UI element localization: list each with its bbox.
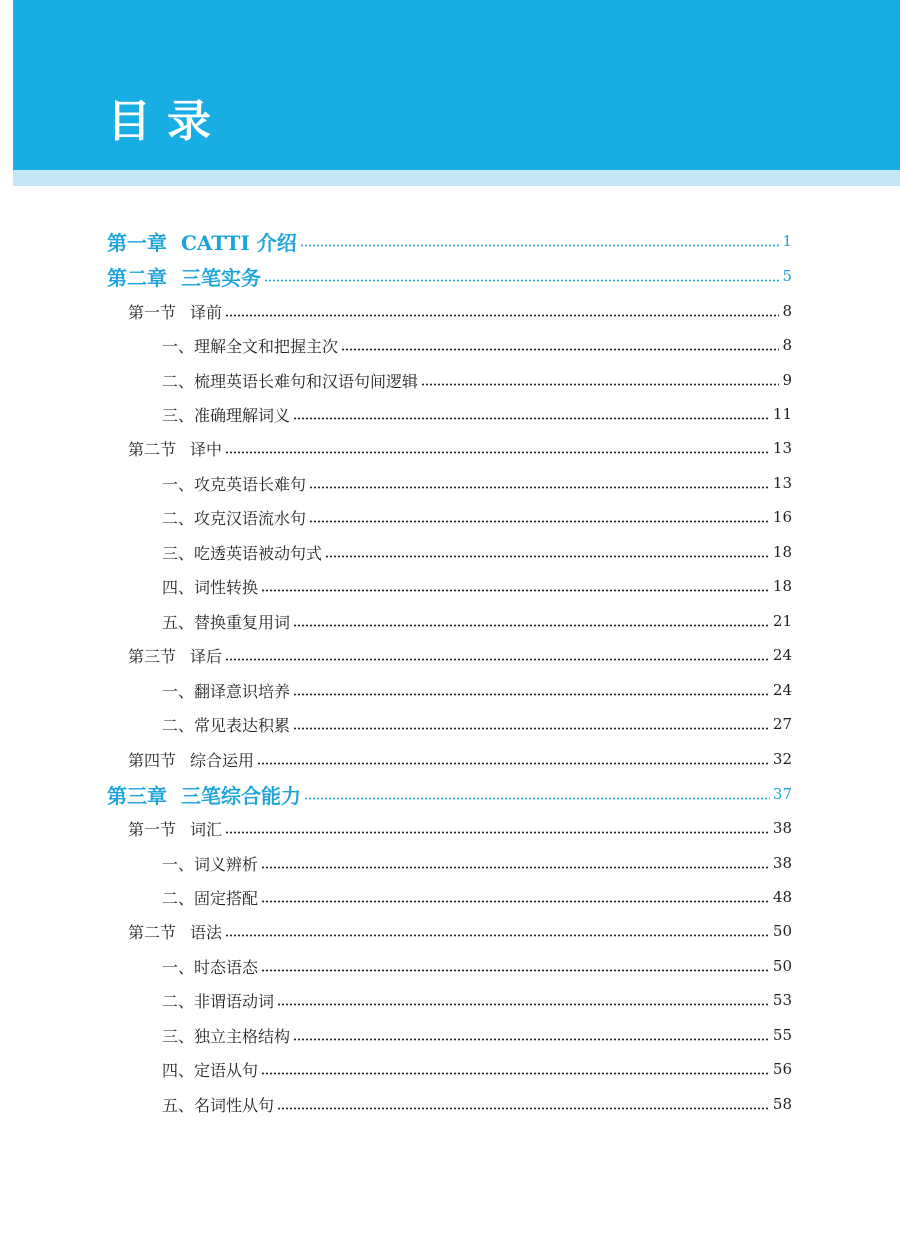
- dot-leader: [293, 727, 770, 730]
- toc-entry-label: [162, 886, 258, 909]
- toc-entry-title: 译中: [190, 439, 223, 459]
- toc-entry-page-number: 5: [782, 267, 792, 285]
- toc-entry-item[interactable]: [162, 709, 792, 739]
- toc-entry-page-number: 37: [772, 785, 792, 803]
- toc-entry-title: 三、独立主格结构: [162, 1026, 291, 1046]
- dot-leader: [293, 624, 770, 627]
- toc-entry-page-number: 50: [772, 957, 792, 975]
- toc-entry-item[interactable]: [162, 985, 792, 1015]
- toc-entry-title: 一、时态语态: [162, 957, 259, 977]
- toc-entry-section[interactable]: [128, 744, 792, 774]
- toc-entry-label: [128, 437, 222, 460]
- dot-leader: [325, 555, 770, 558]
- dot-leader: [225, 658, 770, 661]
- dot-leader: [261, 969, 770, 972]
- toc-entry-title: 二、固定搭配: [162, 888, 259, 908]
- toc-entry-number: 第一节: [128, 819, 177, 839]
- toc-entry-number: 第一节: [128, 302, 177, 322]
- toc-entry-title: 三笔实务: [181, 265, 261, 290]
- toc-entry-page-number: 18: [772, 543, 792, 561]
- toc-entry-item[interactable]: [162, 1089, 792, 1119]
- toc-entry-page-number: 56: [772, 1060, 792, 1078]
- toc-entry-chapter[interactable]: [107, 226, 792, 256]
- toc-entry-number: 第三章: [107, 783, 167, 808]
- dot-leader: [261, 866, 770, 869]
- toc-entry-title: 一、攻克英语长难句: [162, 474, 307, 494]
- toc-entry-page-number: 53: [772, 991, 792, 1009]
- toc-entry-page-number: 38: [772, 854, 792, 872]
- toc-entry-label: [162, 506, 306, 529]
- toc-entry-section[interactable]: [128, 640, 792, 670]
- toc-entry-page-number: 11: [772, 405, 792, 423]
- toc-entry-label: [162, 955, 258, 978]
- toc-entry-page-number: 18: [772, 577, 792, 595]
- toc-entry-chapter[interactable]: [107, 779, 792, 809]
- toc-entry-page-number: 9: [782, 371, 792, 389]
- toc-entry-label: [128, 817, 222, 840]
- toc-entry-page-number: 55: [772, 1026, 792, 1044]
- toc-entry-number: 第二节: [128, 439, 177, 459]
- dot-leader: [309, 486, 770, 489]
- toc-entry-section[interactable]: [128, 296, 792, 326]
- toc-entry-title: 一、词义辨析: [162, 854, 259, 874]
- toc-entry-title: 语法: [190, 922, 223, 942]
- toc-entry-title: 五、名词性从句: [162, 1095, 275, 1115]
- toc-entry-section[interactable]: [128, 433, 792, 463]
- toc-entry-item[interactable]: [162, 1054, 792, 1084]
- toc-entry-item[interactable]: [162, 537, 792, 567]
- toc-entry-page-number: 13: [772, 439, 792, 457]
- dot-leader: [225, 314, 779, 317]
- toc-entry-label: [128, 748, 254, 771]
- toc-entry-label: [107, 262, 261, 291]
- toc-entry-title: 二、梳理英语长难句和汉语句间逻辑: [162, 371, 419, 391]
- toc-entry-page-number: 32: [772, 750, 792, 768]
- toc-entry-label: [162, 713, 290, 736]
- toc-entry-chapter[interactable]: [107, 261, 792, 291]
- toc-entry-item[interactable]: [162, 330, 792, 360]
- toc-entry-page-number: 21: [772, 612, 792, 630]
- toc-entry-number: 第二章: [107, 265, 167, 290]
- dot-leader: [293, 417, 770, 420]
- toc-entry-item[interactable]: [162, 502, 792, 532]
- toc-entry-title: 二、非谓语动词: [162, 991, 275, 1011]
- toc-entry-page-number: 13: [772, 474, 792, 492]
- toc-entry-label: [162, 679, 290, 702]
- toc-entry-title: 综合运用: [190, 750, 255, 770]
- toc-entry-item[interactable]: [162, 951, 792, 981]
- toc-entry-page-number: 1: [782, 232, 792, 250]
- toc-entry-number: 第四节: [128, 750, 177, 770]
- toc-entry-label: [162, 575, 258, 598]
- dot-leader: [277, 1003, 770, 1006]
- dot-leader: [421, 383, 779, 386]
- toc-entry-page-number: 8: [782, 302, 792, 320]
- toc-entry-title: 词汇: [190, 819, 223, 839]
- dot-leader: [257, 762, 770, 765]
- dot-leader: [225, 934, 770, 937]
- toc-entry-title: 二、常见表达积累: [162, 715, 291, 735]
- toc-entry-page-number: 24: [772, 646, 792, 664]
- toc-entry-title: 三、吃透英语被动句式: [162, 543, 323, 563]
- toc-entry-label: [128, 644, 222, 667]
- dot-leader: [261, 1072, 770, 1075]
- toc-entry-title: 三笔综合能力: [181, 783, 301, 808]
- toc-entry-label: [162, 852, 258, 875]
- toc-entry-item[interactable]: [162, 399, 792, 429]
- toc-entry-label: [162, 334, 338, 357]
- toc-entry-page-number: 58: [772, 1095, 792, 1113]
- toc-entry-page-number: 48: [772, 888, 792, 906]
- toc-entry-label: [128, 300, 222, 323]
- toc-entry-label: [128, 920, 222, 943]
- toc-entry-label: [162, 1093, 274, 1116]
- toc-entry-title: CATTI 介绍: [181, 230, 297, 255]
- toc-entry-label: [107, 227, 297, 256]
- toc-entry-item[interactable]: [162, 365, 792, 395]
- toc-entry-item[interactable]: [162, 571, 792, 601]
- dot-leader: [293, 693, 770, 696]
- toc-entry-label: [162, 541, 322, 564]
- toc-entry-number: 第三节: [128, 646, 177, 666]
- toc-entry-title: 译前: [190, 302, 223, 322]
- dot-leader: [225, 451, 770, 454]
- toc-entry-title: 四、词性转换: [162, 577, 259, 597]
- toc-entry-page-number: 24: [772, 681, 792, 699]
- toc-entry-item[interactable]: [162, 848, 792, 878]
- dot-leader: [309, 520, 770, 523]
- toc-entry-item[interactable]: [162, 468, 792, 498]
- toc-entry-number: 第一章: [107, 230, 167, 255]
- toc-entry-label: [162, 369, 418, 392]
- toc-entry-page-number: 38: [772, 819, 792, 837]
- toc-entry-item[interactable]: [162, 606, 792, 636]
- toc-entry-label: [162, 610, 290, 633]
- toc-entry-page-number: 8: [782, 336, 792, 354]
- toc-entry-label: [162, 1058, 258, 1081]
- toc-entry-title: 五、替换重复用词: [162, 612, 291, 632]
- dot-leader: [261, 900, 770, 903]
- toc-entry-title: 二、攻克汉语流水句: [162, 508, 307, 528]
- toc-entry-title: 译后: [190, 646, 223, 666]
- toc-entry-item[interactable]: [162, 882, 792, 912]
- page-title: 目录: [107, 96, 227, 147]
- dot-leader: [304, 797, 770, 800]
- toc-entry-label: [162, 403, 290, 426]
- dot-leader: [261, 589, 770, 592]
- toc-entry-label: [162, 472, 306, 495]
- toc-entry-item[interactable]: [162, 1020, 792, 1050]
- toc-entry-title: 一、翻译意识培养: [162, 681, 291, 701]
- toc-entry-section[interactable]: [128, 916, 792, 946]
- dot-leader: [225, 831, 770, 834]
- toc-entry-label: [162, 1024, 290, 1047]
- toc-entry-title: 四、定语从句: [162, 1060, 259, 1080]
- toc-entry-label: [107, 780, 301, 809]
- dot-leader: [277, 1107, 770, 1110]
- dot-leader: [293, 1038, 770, 1041]
- toc-entry-page-number: 27: [772, 715, 792, 733]
- dot-leader: [264, 279, 779, 282]
- toc-entry-section[interactable]: [128, 813, 792, 843]
- toc-entry-page-number: 16: [772, 508, 792, 526]
- toc-entry-number: 第二节: [128, 922, 177, 942]
- toc-entry-title: 三、准确理解词义: [162, 405, 291, 425]
- toc-entry-item[interactable]: [162, 675, 792, 705]
- header-strip: [13, 170, 900, 186]
- toc-entry-page-number: 50: [772, 922, 792, 940]
- toc-entry-label: [162, 989, 274, 1012]
- dot-leader: [300, 244, 780, 247]
- toc-entry-title: 一、理解全文和把握主次: [162, 336, 339, 356]
- dot-leader: [341, 348, 779, 351]
